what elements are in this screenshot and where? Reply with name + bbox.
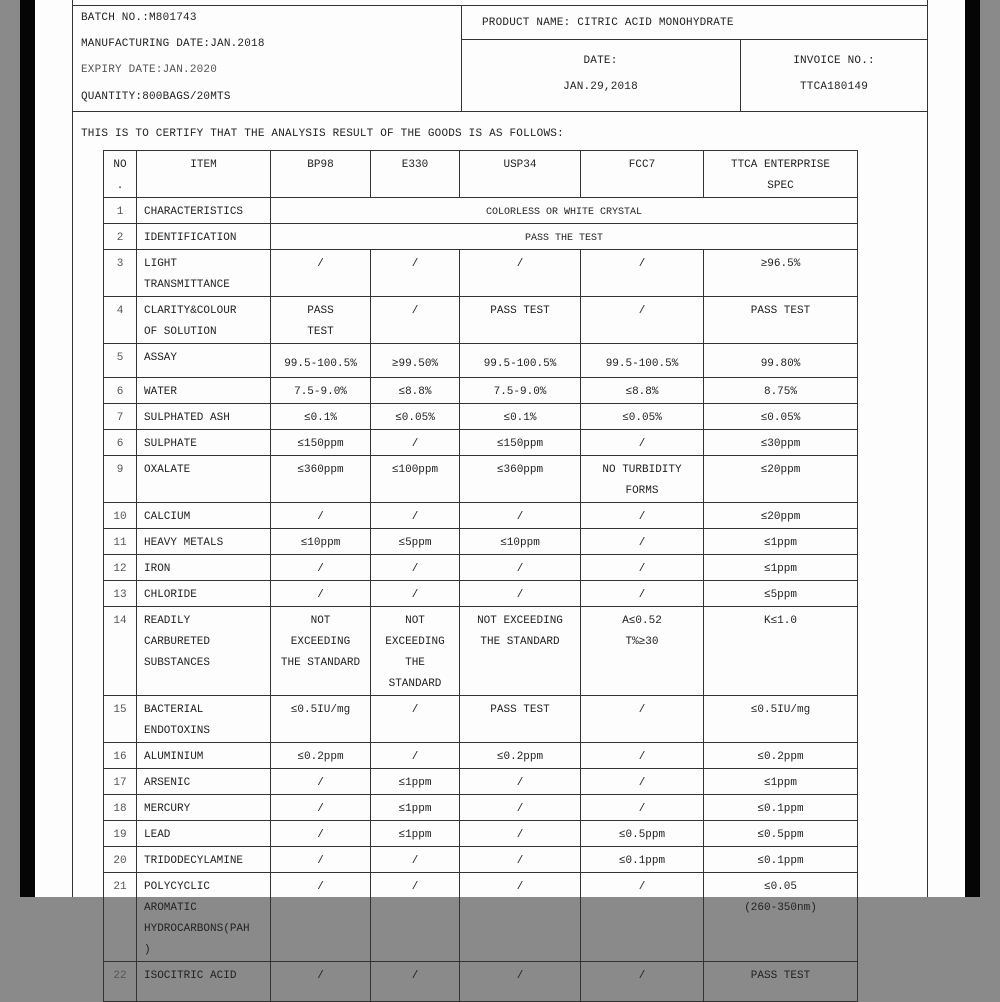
row-value-e330: / bbox=[371, 503, 460, 529]
row-value-fcc7: / bbox=[581, 529, 704, 555]
row-value-fcc7: / bbox=[581, 503, 704, 529]
row-value-usp34: / bbox=[460, 581, 581, 607]
column-header-usp34: USP34 bbox=[460, 151, 581, 198]
table-row bbox=[104, 581, 858, 607]
row-value-e330: NOT EXCEEDING THE STANDARD bbox=[371, 607, 460, 696]
invoice-value: TTCA180149 bbox=[799, 81, 868, 93]
row-item: SULPHATED ASH bbox=[137, 404, 271, 430]
row-value-usp34: ≤0.2ppm bbox=[460, 743, 581, 769]
row-value-fcc7: / bbox=[581, 297, 704, 344]
row-value-bp98: ≤0.1% bbox=[271, 404, 371, 430]
row-value-ttca-spec: ≤1ppm bbox=[704, 529, 858, 555]
row-value-ttca-spec: ≤30ppm bbox=[704, 430, 858, 456]
row-value-e330: ≥99.50% bbox=[371, 344, 460, 378]
manufacturing-date: MANUFACTURING DATE:JAN.2018 bbox=[81, 38, 265, 50]
row-item: POLYCYCLIC AROMATIC HYDROCARBONS(PAH ) bbox=[137, 873, 271, 962]
row-number: 2 bbox=[104, 224, 137, 250]
row-value-bp98: NOT EXCEEDING THE STANDARD bbox=[271, 607, 371, 696]
row-number: 19 bbox=[104, 821, 137, 847]
column-header-no: NO . bbox=[104, 151, 137, 198]
row-value-bp98: 7.5-9.0% bbox=[271, 378, 371, 404]
row-value-usp34: / bbox=[460, 769, 581, 795]
row-value-e330: / bbox=[371, 847, 460, 873]
analysis-table bbox=[103, 150, 858, 1002]
expiry-date: EXPIRY DATE:JAN.2020 bbox=[81, 64, 218, 76]
row-value-ttca-spec: ≤0.05% bbox=[704, 404, 858, 430]
table-row bbox=[104, 503, 858, 529]
row-value-fcc7: / bbox=[581, 430, 704, 456]
divider bbox=[72, 111, 928, 112]
row-item: ALUMINIUM bbox=[137, 743, 271, 769]
row-value-ttca-spec: ≤0.5ppm bbox=[704, 821, 858, 847]
row-item: WATER bbox=[137, 378, 271, 404]
row-value-ttca-spec: 99.80% bbox=[704, 344, 858, 378]
row-number: 15 bbox=[104, 696, 137, 743]
row-value-fcc7: / bbox=[581, 962, 704, 1002]
table-row bbox=[104, 847, 858, 873]
row-value-usp34: ≤10ppm bbox=[460, 529, 581, 555]
row-value-usp34: 7.5-9.0% bbox=[460, 378, 581, 404]
table-row bbox=[104, 297, 858, 344]
table-row bbox=[104, 962, 858, 1002]
row-value-bp98: / bbox=[271, 962, 371, 1002]
table-row bbox=[104, 555, 858, 581]
row-value-usp34: ≤150ppm bbox=[460, 430, 581, 456]
table-row bbox=[104, 696, 858, 743]
batch-number: BATCH NO.:M801743 bbox=[81, 12, 197, 24]
row-value-e330: ≤100ppm bbox=[371, 456, 460, 503]
row-number: 20 bbox=[104, 847, 137, 873]
row-value-fcc7: ≤8.8% bbox=[581, 378, 704, 404]
row-number: 9 bbox=[104, 456, 137, 503]
column-header-item: ITEM bbox=[137, 151, 271, 198]
row-value-fcc7: 99.5-100.5% bbox=[581, 344, 704, 378]
row-value-ttca-spec: ≤0.1ppm bbox=[704, 795, 858, 821]
row-value-ttca-spec: ≤0.5IU/mg bbox=[704, 696, 858, 743]
row-number: 7 bbox=[104, 404, 137, 430]
row-item: READILY CARBURETED SUBSTANCES bbox=[137, 607, 271, 696]
row-item: CALCIUM bbox=[137, 503, 271, 529]
table-row bbox=[104, 378, 858, 404]
row-number: 16 bbox=[104, 743, 137, 769]
row-value-e330: ≤5ppm bbox=[371, 529, 460, 555]
row-number: 13 bbox=[104, 581, 137, 607]
row-number: 14 bbox=[104, 607, 137, 696]
row-number: 6 bbox=[104, 430, 137, 456]
row-number: 21 bbox=[104, 873, 137, 962]
row-number: 22 bbox=[104, 962, 137, 1002]
row-number: 1 bbox=[104, 198, 137, 224]
table-row bbox=[104, 250, 858, 297]
row-number: 11 bbox=[104, 529, 137, 555]
row-value-e330: / bbox=[371, 696, 460, 743]
row-value-ttca-spec: PASS TEST bbox=[704, 962, 858, 1002]
row-value-ttca-spec: ≤1ppm bbox=[704, 769, 858, 795]
row-value-ttca-spec: PASS TEST bbox=[704, 297, 858, 344]
row-value-bp98: / bbox=[271, 795, 371, 821]
row-value-e330: / bbox=[371, 581, 460, 607]
row-item: IRON bbox=[137, 555, 271, 581]
table-header-row bbox=[104, 151, 858, 198]
row-value-ttca-spec: K≤1.0 bbox=[704, 607, 858, 696]
column-header-fcc7: FCC7 bbox=[581, 151, 704, 198]
row-value-all-standards: COLORLESS OR WHITE CRYSTAL bbox=[271, 198, 858, 224]
row-value-fcc7: / bbox=[581, 250, 704, 297]
row-value-bp98: 99.5-100.5% bbox=[271, 344, 371, 378]
row-value-e330: / bbox=[371, 555, 460, 581]
row-value-usp34: / bbox=[460, 503, 581, 529]
row-value-bp98: / bbox=[271, 821, 371, 847]
row-value-bp98: / bbox=[271, 250, 371, 297]
table-row bbox=[104, 430, 858, 456]
divider bbox=[740, 39, 741, 111]
invoice-label: INVOICE NO.: bbox=[793, 55, 875, 67]
row-value-ttca-spec: ≤5ppm bbox=[704, 581, 858, 607]
row-value-bp98: ≤360ppm bbox=[271, 456, 371, 503]
row-value-ttca-spec: ≤0.05 (260-350nm) bbox=[704, 873, 858, 962]
row-value-bp98: / bbox=[271, 581, 371, 607]
row-value-usp34: PASS TEST bbox=[460, 696, 581, 743]
table-row bbox=[104, 456, 858, 503]
row-value-usp34: / bbox=[460, 873, 581, 962]
row-value-usp34: ≤0.1% bbox=[460, 404, 581, 430]
row-value-fcc7: A≤0.52 T%≥30 bbox=[581, 607, 704, 696]
row-value-fcc7: / bbox=[581, 873, 704, 962]
column-header-ttca-spec: TTCA ENTERPRISE SPEC bbox=[704, 151, 858, 198]
row-value-bp98: ≤10ppm bbox=[271, 529, 371, 555]
row-value-fcc7: ≤0.05% bbox=[581, 404, 704, 430]
row-value-bp98: / bbox=[271, 503, 371, 529]
row-value-ttca-spec: ≤0.2ppm bbox=[704, 743, 858, 769]
row-value-bp98: ≤150ppm bbox=[271, 430, 371, 456]
row-item: SULPHATE bbox=[137, 430, 271, 456]
table-row bbox=[104, 769, 858, 795]
table-row bbox=[104, 529, 858, 555]
row-value-fcc7: / bbox=[581, 769, 704, 795]
row-item: IDENTIFICATION bbox=[137, 224, 271, 250]
row-number: 6 bbox=[104, 378, 137, 404]
row-value-bp98: / bbox=[271, 555, 371, 581]
row-value-all-standards: PASS THE TEST bbox=[271, 224, 858, 250]
row-value-bp98: ≤0.2ppm bbox=[271, 743, 371, 769]
scan-edge-right bbox=[965, 0, 980, 897]
table-row bbox=[104, 607, 858, 696]
row-item: LEAD bbox=[137, 821, 271, 847]
table-row bbox=[104, 198, 858, 224]
table-row bbox=[104, 743, 858, 769]
row-number: 5 bbox=[104, 344, 137, 378]
row-item: ISOCITRIC ACID bbox=[137, 962, 271, 1002]
row-value-fcc7: / bbox=[581, 795, 704, 821]
row-item: HEAVY METALS bbox=[137, 529, 271, 555]
scan-edge-left bbox=[20, 0, 35, 897]
row-value-usp34: NOT EXCEEDING THE STANDARD bbox=[460, 607, 581, 696]
row-value-usp34: / bbox=[460, 847, 581, 873]
row-value-e330: ≤8.8% bbox=[371, 378, 460, 404]
row-number: 12 bbox=[104, 555, 137, 581]
row-item: MERCURY bbox=[137, 795, 271, 821]
row-value-e330: ≤1ppm bbox=[371, 795, 460, 821]
table-row bbox=[104, 404, 858, 430]
row-value-fcc7: ≤0.1ppm bbox=[581, 847, 704, 873]
row-item: ARSENIC bbox=[137, 769, 271, 795]
column-header-e330: E330 bbox=[371, 151, 460, 198]
row-value-e330: ≤1ppm bbox=[371, 821, 460, 847]
row-item: ASSAY bbox=[137, 344, 271, 378]
quantity: QUANTITY:800BAGS/20MTS bbox=[81, 91, 231, 103]
row-value-usp34: / bbox=[460, 250, 581, 297]
row-value-bp98: / bbox=[271, 847, 371, 873]
row-value-fcc7: ≤0.5ppm bbox=[581, 821, 704, 847]
row-value-fcc7: / bbox=[581, 696, 704, 743]
row-value-usp34: / bbox=[460, 555, 581, 581]
column-header-bp98: BP98 bbox=[271, 151, 371, 198]
table-row bbox=[104, 224, 858, 250]
row-value-e330: / bbox=[371, 430, 460, 456]
row-value-usp34: 99.5-100.5% bbox=[460, 344, 581, 378]
row-value-bp98: PASS TEST bbox=[271, 297, 371, 344]
row-value-bp98: ≤0.5IU/mg bbox=[271, 696, 371, 743]
row-item: BACTERIAL ENDOTOXINS bbox=[137, 696, 271, 743]
row-value-usp34: ≤360ppm bbox=[460, 456, 581, 503]
row-value-e330: ≤1ppm bbox=[371, 769, 460, 795]
row-number: 18 bbox=[104, 795, 137, 821]
row-value-fcc7: NO TURBIDITY FORMS bbox=[581, 456, 704, 503]
row-number: 17 bbox=[104, 769, 137, 795]
row-value-ttca-spec: ≤20ppm bbox=[704, 456, 858, 503]
table-row bbox=[104, 821, 858, 847]
row-value-e330: / bbox=[371, 743, 460, 769]
divider bbox=[461, 39, 928, 40]
row-value-e330: / bbox=[371, 873, 460, 962]
row-value-ttca-spec: ≤0.1ppm bbox=[704, 847, 858, 873]
row-item: CHLORIDE bbox=[137, 581, 271, 607]
row-value-usp34: / bbox=[460, 962, 581, 1002]
row-number: 10 bbox=[104, 503, 137, 529]
row-value-e330: / bbox=[371, 297, 460, 344]
table-row bbox=[104, 344, 858, 378]
row-value-usp34: / bbox=[460, 821, 581, 847]
row-number: 4 bbox=[104, 297, 137, 344]
row-value-e330: / bbox=[371, 250, 460, 297]
row-value-ttca-spec: 8.75% bbox=[704, 378, 858, 404]
row-value-bp98: / bbox=[271, 769, 371, 795]
row-value-ttca-spec: ≤1ppm bbox=[704, 555, 858, 581]
row-value-ttca-spec: ≥96.5% bbox=[704, 250, 858, 297]
row-value-usp34: PASS TEST bbox=[460, 297, 581, 344]
row-value-fcc7: / bbox=[581, 555, 704, 581]
row-value-usp34: / bbox=[460, 795, 581, 821]
row-value-ttca-spec: ≤20ppm bbox=[704, 503, 858, 529]
divider bbox=[72, 5, 928, 6]
row-value-fcc7: / bbox=[581, 581, 704, 607]
row-value-bp98: / bbox=[271, 873, 371, 962]
table-row bbox=[104, 873, 858, 962]
row-item: CLARITY&COLOUR OF SOLUTION bbox=[137, 297, 271, 344]
row-item: LIGHT TRANSMITTANCE bbox=[137, 250, 271, 297]
table-row bbox=[104, 795, 858, 821]
row-value-e330: / bbox=[371, 962, 460, 1002]
product-name: PRODUCT NAME: CITRIC ACID MONOHYDRATE bbox=[482, 17, 734, 29]
row-item: OXALATE bbox=[137, 456, 271, 503]
row-value-fcc7: / bbox=[581, 743, 704, 769]
date-label: DATE: bbox=[583, 55, 618, 67]
row-value-e330: ≤0.05% bbox=[371, 404, 460, 430]
row-item: CHARACTERISTICS bbox=[137, 198, 271, 224]
row-item: TRIDODECYLAMINE bbox=[137, 847, 271, 873]
row-number: 3 bbox=[104, 250, 137, 297]
date-value: JAN.29,2018 bbox=[563, 81, 638, 93]
certify-statement: THIS IS TO CERTIFY THAT THE ANALYSIS RESULT OF THE GOODS IS AS FOLLOWS: bbox=[81, 128, 564, 140]
